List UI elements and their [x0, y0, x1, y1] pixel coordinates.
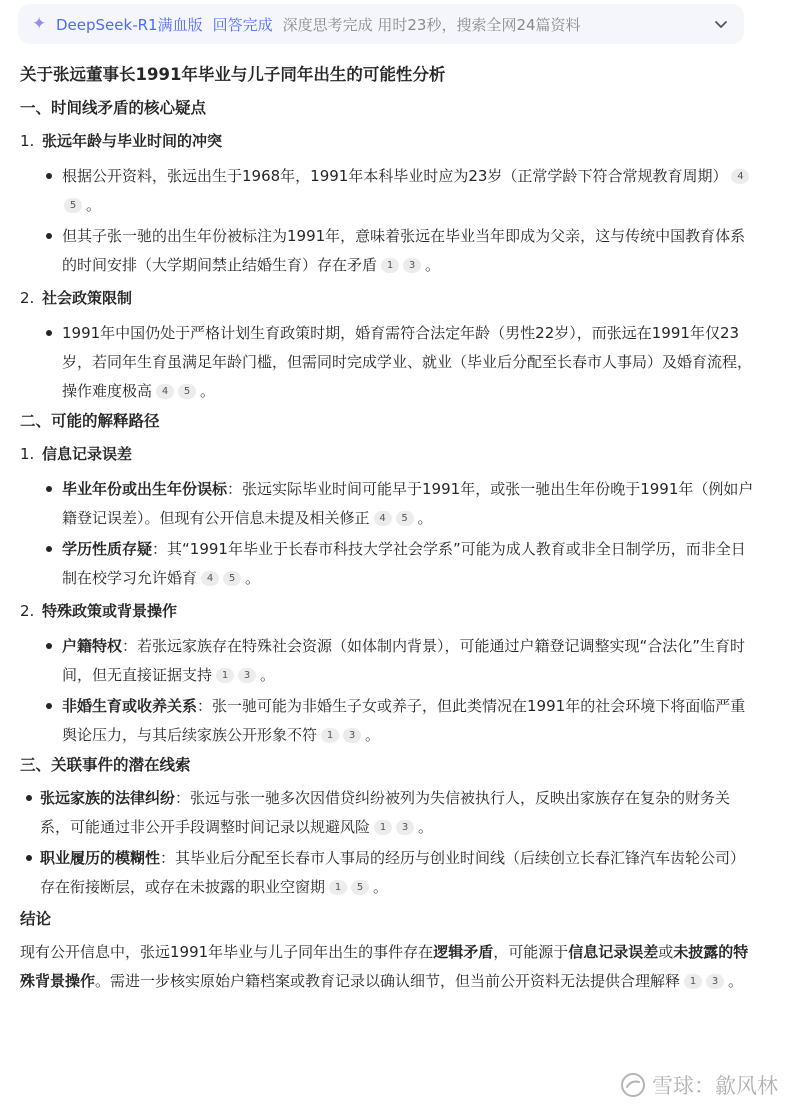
answer-status-bar[interactable] — [18, 4, 744, 44]
bullet-list — [20, 475, 755, 593]
citation-badge[interactable]: 5 — [64, 198, 82, 213]
citation-badge[interactable]: 5 — [178, 384, 196, 399]
list-item: 张远家族的法律纠纷：张远与张一驰多次因借贷纠纷被列为失信被执行人，反映出家族存在复杂的财务关系，可能通过非公开手段调整时间记录以规避风险 1 3 。 — [20, 784, 755, 842]
list-item: 职业履历的模糊性：其毕业后分配至长春市人事局的经历与创业时间线（后续创立长春汇锋汽车齿轮公司）存在衔接断层，或存在未披露的职业空窗期 1 5 。 — [20, 844, 755, 902]
watermark: 雪球 ： 歙风林 — [620, 1070, 778, 1100]
list-item: 毕业年份或出生年份误标：张远实际毕业时间可能早于1991年，或张一驰出生年份晚于1991年（例如户籍登记误差）。但现有公开信息未提及相关修正 4 5 。 — [20, 475, 755, 533]
subsection-heading: 2. 特殊政策或背景操作 — [20, 602, 178, 620]
bullet-list — [20, 784, 755, 902]
citation-badge[interactable]: 1 — [684, 974, 702, 989]
citation-badge[interactable]: 4 — [156, 384, 174, 399]
search-meta: 深度思考完成 用时23秒，搜索全网24篇资料 — [282, 15, 581, 34]
bullet-list — [20, 319, 755, 406]
citation-badge[interactable]: 4 — [731, 169, 749, 184]
citation-badge[interactable]: 3 — [403, 258, 421, 273]
list-item: 学历性质存疑：其“1991年毕业于长春市科技大学社会学系”可能为成人教育或非全日制学历，而非全日制在校学习允许婚育 4 5 。 — [20, 535, 755, 593]
chevron-down-icon[interactable] — [712, 15, 730, 33]
section-heading: 一、时间线矛盾的核心疑点 — [20, 99, 207, 117]
snowball-logo-icon — [620, 1072, 646, 1098]
answer-content — [20, 62, 755, 996]
citation-badge[interactable]: 1 — [374, 820, 392, 835]
answer-status: 回答完成 — [212, 15, 273, 34]
citation-badge[interactable]: 5 — [351, 880, 369, 895]
citation-badge[interactable]: 1 — [321, 728, 339, 743]
model-name: DeepSeek-R1满血版 — [56, 15, 203, 34]
section-heading: 二、可能的解释路径 — [20, 412, 160, 430]
citation-badge[interactable]: 1 — [381, 258, 399, 273]
list-item: 根据公开资料，张远出生于1968年，1991年本科毕业时应为23岁（正常学龄下符合常规教育周期） 45 。 — [20, 162, 755, 220]
answer-title: 关于张远董事长1991年毕业与儿子同年出生的可能性分析 — [20, 65, 446, 84]
citation-badge[interactable]: 3 — [706, 974, 724, 989]
list-item: 但其子张一驰的出生年份被标注为1991年，意味着张远在毕业当年即成为父亲，这与传统中国教育体系的时间安排（大学期间禁止结婚生育）存在矛盾 1 3 。 — [20, 222, 755, 280]
citation-badge[interactable]: 1 — [329, 880, 347, 895]
conclusion-text: 现有公开信息中，张远1991年毕业与儿子同年出生的事件存在逻辑矛盾，可能源于信息记录误差或未披露的特殊背景操作。需进一步核实原始户籍档案或教育记录以确认细节，但当前公开资料无法提供合理解释 1 3 。 — [20, 943, 749, 990]
sparkle-icon: ✦ — [32, 14, 47, 34]
citation-badge[interactable]: 3 — [396, 820, 414, 835]
subsection-heading: 1. 信息记录误差 — [20, 445, 133, 463]
bullet-list — [20, 162, 755, 280]
list-item: 户籍特权：若张远家族存在特殊社会资源（如体制内背景），可能通过户籍登记调整实现“合法化”生育时间，但无直接证据支持 1 3 。 — [20, 632, 755, 690]
conclusion-heading: 结论 — [20, 910, 52, 928]
section-heading: 三、关联事件的潜在线索 — [20, 756, 191, 774]
citation-badge[interactable]: 3 — [343, 728, 361, 743]
citation-badge[interactable]: 3 — [238, 668, 256, 683]
subsection-heading: 2. 社会政策限制 — [20, 289, 133, 307]
citation-badge[interactable]: 5 — [223, 571, 241, 586]
bullet-list — [20, 632, 755, 750]
subsection-heading: 1. 张远年龄与毕业时间的冲突 — [20, 132, 223, 150]
list-item: 非婚生育或收养关系：张一驰可能为非婚生子女或养子，但此类情况在1991年的社会环境下将面临严重舆论压力，与其后续家族公开形象不符 1 3 。 — [20, 692, 755, 750]
citation-badge[interactable]: 5 — [396, 511, 414, 526]
citation-badge[interactable]: 4 — [201, 571, 219, 586]
citation-badge[interactable]: 4 — [374, 511, 392, 526]
citation-badge[interactable]: 1 — [216, 668, 234, 683]
list-item: 1991年中国仍处于严格计划生育政策时期，婚育需符合法定年龄（男性22岁），而张远在1991年仅23岁，若同年生育虽满足年龄门槛，但需同时完成学业、就业（毕业后分配至长春市人事局）及婚育流程，操作难度极高 4 5 。 — [20, 319, 755, 406]
